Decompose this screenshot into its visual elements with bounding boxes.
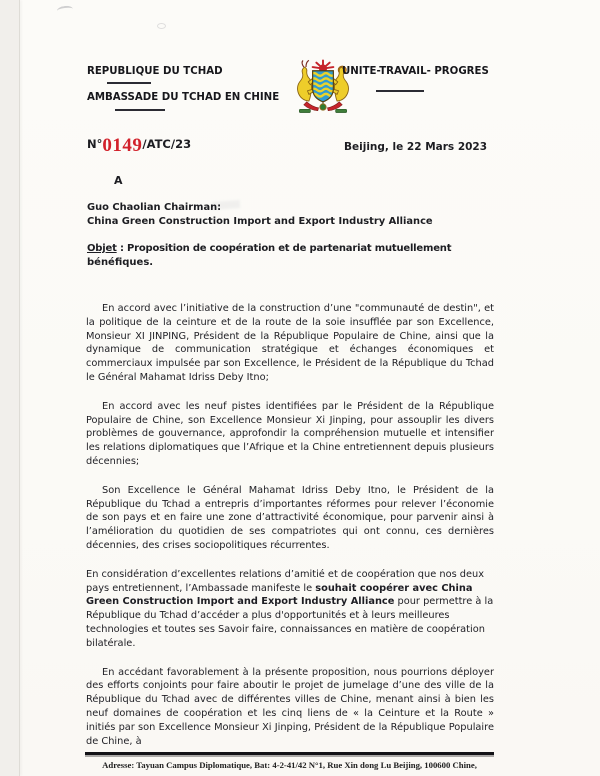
paragraph-4-text: En considération d’excellentes relations d’amitié et de coopération que nos deux pays entretiennent, l’Ambassade manifeste le	[86, 568, 485, 594]
country-title: REPUBLIQUE DU TCHAD	[87, 66, 223, 77]
header-left	[87, 66, 279, 111]
reference-number	[87, 135, 191, 157]
salutation: A	[114, 174, 123, 187]
reference-suffix: /ATC/23	[142, 137, 192, 151]
subject-text: : Proposition de coopération et de partenariat mutuellement	[116, 243, 452, 254]
subject-line	[87, 242, 451, 270]
addressee-organization: China Green Construction Import and Export Industry Alliance	[87, 216, 433, 227]
date-line: Beijing, le 22 Mars 2023	[344, 141, 488, 153]
embassy-title: AMBASSADE DU TCHAD EN CHINE	[87, 92, 280, 103]
header-divider	[376, 90, 424, 92]
scan-artifact	[57, 5, 74, 15]
scan-edge	[0, 0, 20, 776]
scan-artifact	[157, 23, 166, 29]
motto: UNITE-TRAVAIL- PROGRES	[342, 66, 489, 77]
header-divider	[107, 82, 151, 84]
header-right	[342, 66, 489, 92]
letter-paragraph-4	[86, 568, 494, 651]
paragraph-4-text: pour permettre à la République du Tchad d’accéder a plus d'opportunités et à leurs meilleures technologies et toutes ses Savoir faire, connaissances en matière de coopération bilatérale.	[86, 596, 494, 649]
letter-paragraph-3: Son Excellence le Général Mahamat Idriss Deby Itno, le Président de la République du Tchad a entrepris d’importantes réformes pour relever l’économie de son pays et en faire une zone d’attractivité économique, pour parvenir ainsi à l’amélioration du quotidien de ses compatriotes qui ont connu, ces dernières décennies, des crises sociopolitiques récurrentes.	[86, 484, 494, 551]
footer-address: Adresse: Tayuan Campus Diplomatique, Bat: 4-2-41/42 N°1, Rue Xin dong Lu Beijing, 100600 Chine,	[102, 760, 477, 770]
header-divider	[115, 109, 165, 111]
letter-paragraph-2: En accord avec les neuf pistes identifiées par le Président de la République Populaire de Chine, son Excellence Monsieur Xi Jinping, pour assouplir les divers problèmes de gouvernance, approfondir la compréhension mutuelle et intensifier les relations diplomatiques que l’Afrique et la Chine entretiennent depuis plusieurs décennies;	[86, 400, 494, 467]
reference-prefix: N°	[87, 137, 103, 151]
footer-divider	[85, 752, 494, 755]
subject-label: Objet	[87, 243, 117, 254]
letter-paragraph-5: En accédant favorablement à la présente proposition, nous pourrions déployer des efforts conjoints pour faire aboutir le projet de jumelage d’une des ville de la République du Tchad avec de différentes villes de Chine, menant ainsi à bien les neuf domaines de coopération et les cinq liens de « la Ceinture et la Route » initiés par son Excellence Monsieur Xi Jinping, Président de la République Populaire de Chine, à	[86, 666, 494, 747]
subject-text-continued: bénéfiques.	[87, 257, 154, 268]
addressee-block	[87, 201, 433, 229]
reference-digits: 0149	[102, 135, 143, 156]
addressee-name: Guo Chaolian Chairman:	[87, 202, 222, 213]
paragraph-4-bold-text: souhait coopérer avec China Green Construction Import and Export Industry Alliance	[86, 582, 473, 608]
letter-paragraph-1: En accord avec l’initiative de la construction d’une "communauté de destin", et la politique de la ceinture et de la route de la soie insufflée par son Excellence, Monsieur XI JINPING, Président de la République Populaire de Chine, ainsi que la dynamique de communication stratégique et échanges économiques et commerciaux impulsée par son Excellence, le Président de la République du Tchad le Général Mahamat Idriss Deby Itno;	[86, 303, 494, 383]
letter-body	[86, 302, 494, 763]
